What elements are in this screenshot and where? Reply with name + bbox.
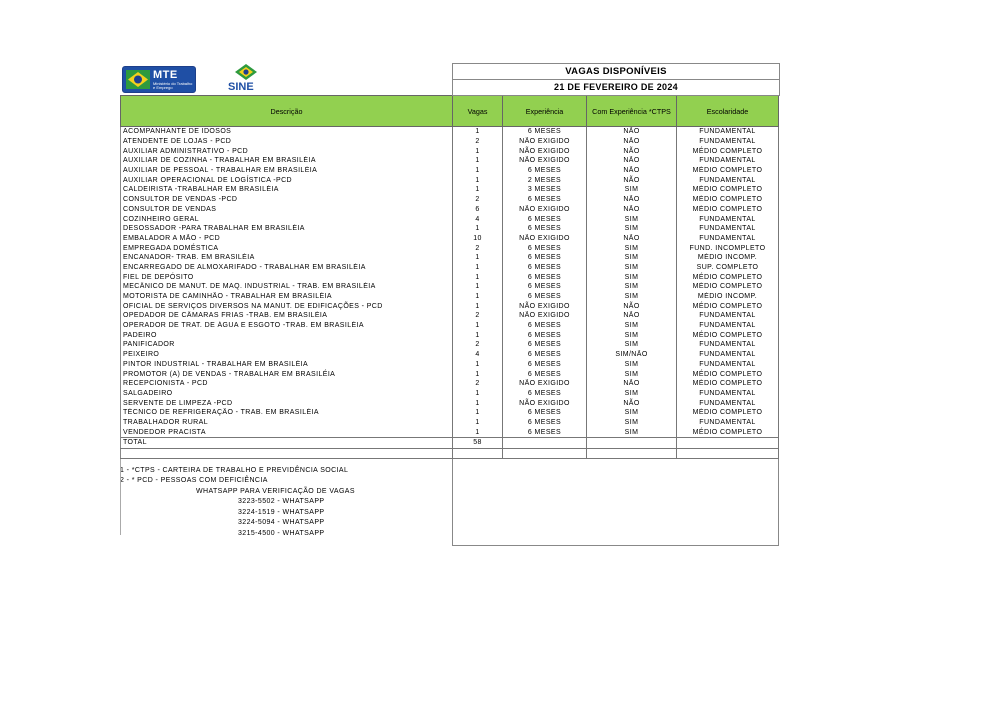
cell-descricao: CONSULTOR DE VENDAS -PCD	[121, 195, 453, 205]
note-ctps: 1 - *CTPS - CARTEIRA DE TRABALHO E PREVIDÊNCIA SOCIAL	[120, 466, 349, 474]
cell-com-experiencia: SIM	[587, 272, 677, 282]
cell-com-experiencia: NÃO	[587, 166, 677, 176]
cell-escolaridade: SUP. COMPLETO	[677, 263, 779, 273]
cell-experiencia: NÃO EXIGIDO	[503, 205, 587, 215]
cell-descricao: OPERADOR DE TRAT. DE ÁGUA E ESGOTO -TRAB. EM BRASILÉIA	[121, 321, 453, 331]
mte-logo-subtext: Ministério do Trabalho e Emprego	[153, 81, 193, 90]
cell-escolaridade: MÉDIO COMPLETO	[677, 408, 779, 418]
table-row	[121, 185, 779, 195]
blank-row	[121, 448, 779, 458]
cell-experiencia: 6 MESES	[503, 360, 587, 370]
table-row	[121, 379, 779, 389]
cell-experiencia: NÃO EXIGIDO	[503, 301, 587, 311]
cell-experiencia: NÃO EXIGIDO	[503, 398, 587, 408]
cell-descricao: PANIFICADOR	[121, 340, 453, 350]
cell-experiencia: 6 MESES	[503, 340, 587, 350]
cell-escolaridade: MÉDIO COMPLETO	[677, 205, 779, 215]
total-value: 58	[453, 438, 503, 449]
cell-experiencia: 6 MESES	[503, 214, 587, 224]
total-empty-cell	[677, 438, 779, 449]
cell-descricao: SERVENTE DE LIMPEZA -PCD	[121, 398, 453, 408]
vacancies-table	[120, 95, 779, 459]
cell-escolaridade: MÉDIO COMPLETO	[677, 166, 779, 176]
cell-vagas: 1	[453, 175, 503, 185]
cell-experiencia: 6 MESES	[503, 166, 587, 176]
sheet-header	[120, 63, 778, 95]
cell-descricao: TRABALHADOR RURAL	[121, 418, 453, 428]
cell-experiencia: 6 MESES	[503, 243, 587, 253]
cell-vagas: 1	[453, 330, 503, 340]
table-row	[121, 146, 779, 156]
cell-vagas: 1	[453, 224, 503, 234]
cell-experiencia: 6 MESES	[503, 330, 587, 340]
cell-escolaridade: FUNDAMENTAL	[677, 137, 779, 147]
cell-escolaridade: FUNDAMENTAL	[677, 214, 779, 224]
cell-descricao: SALGADEIRO	[121, 389, 453, 399]
cell-com-experiencia: SIM	[587, 214, 677, 224]
cell-vagas: 4	[453, 214, 503, 224]
cell-experiencia: 2 MESES	[503, 175, 587, 185]
table-row	[121, 292, 779, 302]
cell-escolaridade: FUNDAMENTAL	[677, 156, 779, 166]
cell-com-experiencia: NÃO	[587, 127, 677, 137]
cell-descricao: ACOMPANHANTE DE IDOSOS	[121, 127, 453, 137]
whatsapp-phone: 3224-1519 - WHATSAPP	[238, 508, 325, 516]
table-row	[121, 369, 779, 379]
cell-com-experiencia: SIM/NÃO	[587, 350, 677, 360]
cell-com-experiencia: SIM	[587, 360, 677, 370]
cell-vagas: 2	[453, 243, 503, 253]
total-empty-cell	[587, 438, 677, 449]
whatsapp-phone: 3215-4500 - WHATSAPP	[238, 529, 325, 537]
cell-vagas: 2	[453, 137, 503, 147]
cell-escolaridade: MÉDIO COMPLETO	[677, 282, 779, 292]
col-header-descricao: Descrição	[121, 96, 453, 127]
cell-vagas: 1	[453, 185, 503, 195]
cell-descricao: RECEPCIONISTA - PCD	[121, 379, 453, 389]
cell-com-experiencia: SIM	[587, 282, 677, 292]
title-block	[452, 63, 780, 96]
cell-descricao: ATENDENTE DE LOJAS - PCD	[121, 137, 453, 147]
total-label: TOTAL	[121, 438, 453, 449]
cell-vagas: 6	[453, 205, 503, 215]
cell-com-experiencia: SIM	[587, 330, 677, 340]
logos-area	[120, 63, 452, 95]
cell-descricao: MECÂNICO DE MANUT. DE MAQ. INDUSTRIAL - TRAB. EM BRASILÉIA	[121, 282, 453, 292]
table-row	[121, 408, 779, 418]
table-row	[121, 321, 779, 331]
cell-escolaridade: MÉDIO COMPLETO	[677, 369, 779, 379]
table-row	[121, 330, 779, 340]
cell-escolaridade: FUND. INCOMPLETO	[677, 243, 779, 253]
cell-vagas: 1	[453, 156, 503, 166]
cell-experiencia: 6 MESES	[503, 272, 587, 282]
cell-vagas: 1	[453, 408, 503, 418]
cell-experiencia: NÃO EXIGIDO	[503, 379, 587, 389]
cell-escolaridade: FUNDAMENTAL	[677, 224, 779, 234]
cell-com-experiencia: NÃO	[587, 156, 677, 166]
cell-vagas: 1	[453, 272, 503, 282]
cell-escolaridade: MÉDIO COMPLETO	[677, 272, 779, 282]
cell-experiencia: 3 MESES	[503, 185, 587, 195]
table-row	[121, 127, 779, 137]
blank-cell	[121, 448, 453, 458]
cell-descricao: PINTOR INDUSTRIAL - TRABALHAR EM BRASILÉIA	[121, 360, 453, 370]
cell-experiencia: 6 MESES	[503, 389, 587, 399]
cell-com-experiencia: NÃO	[587, 205, 677, 215]
table-row	[121, 311, 779, 321]
cell-descricao: FIEL DE DEPÓSITO	[121, 272, 453, 282]
cell-descricao: CALDEIRISTA -TRABALHAR EM BRASILÉIA	[121, 185, 453, 195]
table-row	[121, 340, 779, 350]
cell-vagas: 1	[453, 369, 503, 379]
whatsapp-phone: 3224-5094 - WHATSAPP	[238, 519, 325, 527]
cell-descricao: EMPREGADA DOMÉSTICA	[121, 243, 453, 253]
cell-escolaridade: FUNDAMENTAL	[677, 340, 779, 350]
cell-com-experiencia: SIM	[587, 321, 677, 331]
cell-escolaridade: FUNDAMENTAL	[677, 321, 779, 331]
cell-vagas: 1	[453, 360, 503, 370]
cell-escolaridade: MÉDIO COMPLETO	[677, 330, 779, 340]
sine-logo	[228, 63, 258, 93]
cell-escolaridade: FUNDAMENTAL	[677, 360, 779, 370]
whatsapp-phone: 3223-5502 - WHATSAPP	[238, 498, 325, 506]
cell-com-experiencia: SIM	[587, 369, 677, 379]
cell-com-experiencia: SIM	[587, 340, 677, 350]
cell-escolaridade: FUNDAMENTAL	[677, 398, 779, 408]
cell-com-experiencia: NÃO	[587, 146, 677, 156]
cell-escolaridade: MÉDIO COMPLETO	[677, 195, 779, 205]
page-title: VAGAS DISPONÍVEIS	[453, 64, 779, 80]
cell-descricao: ENCARREGADO DE ALMOXARIFADO - TRABALHAR EM BRASILÉIA	[121, 263, 453, 273]
cell-com-experiencia: NÃO	[587, 137, 677, 147]
blank-cell	[677, 448, 779, 458]
table-row	[121, 137, 779, 147]
cell-descricao: COZINHEIRO GERAL	[121, 214, 453, 224]
cell-descricao: PROMOTOR (A) DE VENDAS - TRABALHAR EM BRASILÉIA	[121, 369, 453, 379]
cell-vagas: 2	[453, 195, 503, 205]
cell-com-experiencia: NÃO	[587, 234, 677, 244]
cell-experiencia: 6 MESES	[503, 195, 587, 205]
cell-vagas: 1	[453, 301, 503, 311]
table-row	[121, 360, 779, 370]
cell-com-experiencia: SIM	[587, 389, 677, 399]
sine-logo-text: SINE	[228, 81, 254, 93]
cell-descricao: PEIXEIRO	[121, 350, 453, 360]
table-row	[121, 234, 779, 244]
notes-left-rule	[120, 459, 121, 535]
date-title: 21 DE FEVEREIRO DE 2024	[453, 80, 779, 96]
cell-escolaridade: MÉDIO COMPLETO	[677, 427, 779, 437]
cell-experiencia: NÃO EXIGIDO	[503, 234, 587, 244]
cell-vagas: 2	[453, 379, 503, 389]
cell-escolaridade: FUNDAMENTAL	[677, 234, 779, 244]
col-header-escolaridade: Escolaridade	[677, 96, 779, 127]
col-header-experiencia: Experiência	[503, 96, 587, 127]
cell-experiencia: NÃO EXIGIDO	[503, 146, 587, 156]
cell-com-experiencia: SIM	[587, 185, 677, 195]
cell-descricao: ENCANADOR- TRAB. EM BRASILÉIA	[121, 253, 453, 263]
cell-escolaridade: FUNDAMENTAL	[677, 418, 779, 428]
cell-experiencia: 6 MESES	[503, 427, 587, 437]
cell-escolaridade: FUNDAMENTAL	[677, 175, 779, 185]
cell-descricao: MOTORISTA DE CAMINHÃO - TRABALHAR EM BRASILÉIA	[121, 292, 453, 302]
cell-escolaridade: FUNDAMENTAL	[677, 350, 779, 360]
mte-logo	[122, 66, 196, 93]
blank-cell	[453, 448, 503, 458]
table-row	[121, 418, 779, 428]
sine-emblem-icon	[234, 63, 258, 81]
cell-descricao: DESOSSADOR -PARA TRABALHAR EM BRASILÉIA	[121, 224, 453, 234]
cell-descricao: PADEIRO	[121, 330, 453, 340]
cell-vagas: 1	[453, 253, 503, 263]
cell-com-experiencia: NÃO	[587, 175, 677, 185]
table-row	[121, 282, 779, 292]
cell-vagas: 1	[453, 282, 503, 292]
job-listing-sheet	[120, 63, 778, 538]
cell-descricao: VENDEDOR PRACISTA	[121, 427, 453, 437]
cell-experiencia: 6 MESES	[503, 408, 587, 418]
cell-escolaridade: MÉDIO COMPLETO	[677, 146, 779, 156]
cell-descricao: AUXILIAR ADMINISTRATIVO - PCD	[121, 146, 453, 156]
cell-descricao: EMBALADOR A MÃO - PCD	[121, 234, 453, 244]
cell-experiencia: 6 MESES	[503, 321, 587, 331]
cell-com-experiencia: SIM	[587, 263, 677, 273]
table-row	[121, 253, 779, 263]
table-row	[121, 214, 779, 224]
cell-vagas: 1	[453, 166, 503, 176]
table-body	[121, 127, 779, 459]
table-header-row	[121, 96, 779, 127]
cell-experiencia: 6 MESES	[503, 224, 587, 234]
cell-com-experiencia: SIM	[587, 243, 677, 253]
cell-vagas: 2	[453, 340, 503, 350]
blank-cell	[503, 448, 587, 458]
whatsapp-title: WHATSAPP PARA VERIFICAÇÃO DE VAGAS	[196, 487, 355, 495]
cell-vagas: 1	[453, 292, 503, 302]
total-row	[121, 438, 779, 449]
table-row	[121, 301, 779, 311]
table-row	[121, 389, 779, 399]
brazil-flag-icon	[126, 70, 150, 89]
cell-vagas: 1	[453, 263, 503, 273]
table-row	[121, 243, 779, 253]
cell-descricao: TÉCNICO DE REFRIGERAÇÃO - TRAB. EM BRASILÉIA	[121, 408, 453, 418]
cell-escolaridade: MÉDIO INCOMP.	[677, 292, 779, 302]
cell-vagas: 1	[453, 127, 503, 137]
cell-descricao: AUXILIAR OPERACIONAL DE LOGÍSTICA -PCD	[121, 175, 453, 185]
cell-escolaridade: FUNDAMENTAL	[677, 311, 779, 321]
cell-vagas: 2	[453, 311, 503, 321]
cell-com-experiencia: SIM	[587, 292, 677, 302]
total-empty-cell	[503, 438, 587, 449]
table-row	[121, 224, 779, 234]
table-row	[121, 205, 779, 215]
table-row	[121, 398, 779, 408]
col-header-com-experiencia: Com Experiência *CTPS	[587, 96, 677, 127]
table-row	[121, 166, 779, 176]
mte-logo-text: MTE	[153, 69, 178, 81]
cell-escolaridade: FUNDAMENTAL	[677, 389, 779, 399]
cell-com-experiencia: NÃO	[587, 379, 677, 389]
cell-escolaridade: MÉDIO COMPLETO	[677, 301, 779, 311]
table-row	[121, 195, 779, 205]
cell-experiencia: 6 MESES	[503, 263, 587, 273]
cell-com-experiencia: SIM	[587, 253, 677, 263]
table-row	[121, 427, 779, 437]
cell-vagas: 1	[453, 418, 503, 428]
cell-com-experiencia: NÃO	[587, 301, 677, 311]
cell-vagas: 1	[453, 146, 503, 156]
cell-com-experiencia: SIM	[587, 408, 677, 418]
notes-box	[452, 459, 779, 546]
cell-experiencia: NÃO EXIGIDO	[503, 156, 587, 166]
cell-experiencia: 6 MESES	[503, 282, 587, 292]
table-row	[121, 263, 779, 273]
table-row	[121, 175, 779, 185]
cell-com-experiencia: NÃO	[587, 398, 677, 408]
cell-vagas: 1	[453, 427, 503, 437]
cell-descricao: AUXILIAR DE COZINHA - TRABALHAR EM BRASILÉIA	[121, 156, 453, 166]
cell-escolaridade: FUNDAMENTAL	[677, 127, 779, 137]
cell-com-experiencia: SIM	[587, 427, 677, 437]
cell-descricao: CONSULTOR DE VENDAS	[121, 205, 453, 215]
table-row	[121, 350, 779, 360]
cell-descricao: OPEDADOR DE CÂMARAS FRIAS -TRAB. EM BRASILÉIA	[121, 311, 453, 321]
cell-vagas: 1	[453, 389, 503, 399]
cell-escolaridade: MÉDIO COMPLETO	[677, 185, 779, 195]
cell-escolaridade: MÉDIO COMPLETO	[677, 379, 779, 389]
cell-descricao: OFICIAL DE SERVIÇOS DIVERSOS NA MANUT. DE EDIFICAÇÕES - PCD	[121, 301, 453, 311]
cell-com-experiencia: SIM	[587, 418, 677, 428]
cell-com-experiencia: SIM	[587, 224, 677, 234]
cell-vagas: 1	[453, 321, 503, 331]
blank-cell	[587, 448, 677, 458]
cell-com-experiencia: NÃO	[587, 311, 677, 321]
cell-escolaridade: MÉDIO INCOMP.	[677, 253, 779, 263]
cell-experiencia: 6 MESES	[503, 418, 587, 428]
cell-descricao: AUXILIAR DE PESSOAL - TRABALHAR EM BRASILÉIA	[121, 166, 453, 176]
cell-experiencia: NÃO EXIGIDO	[503, 137, 587, 147]
cell-com-experiencia: NÃO	[587, 195, 677, 205]
cell-experiencia: 6 MESES	[503, 253, 587, 263]
col-header-vagas: Vagas	[453, 96, 503, 127]
table-row	[121, 156, 779, 166]
notes-section	[120, 459, 778, 539]
cell-vagas: 1	[453, 398, 503, 408]
cell-experiencia: 6 MESES	[503, 292, 587, 302]
cell-vagas: 10	[453, 234, 503, 244]
table-row	[121, 272, 779, 282]
cell-experiencia: 6 MESES	[503, 127, 587, 137]
cell-experiencia: NÃO EXIGIDO	[503, 311, 587, 321]
note-pcd: 2 - * PCD - PESSOAS COM DEFICIÊNCIA	[120, 477, 268, 485]
cell-experiencia: 6 MESES	[503, 350, 587, 360]
cell-vagas: 4	[453, 350, 503, 360]
cell-experiencia: 6 MESES	[503, 369, 587, 379]
